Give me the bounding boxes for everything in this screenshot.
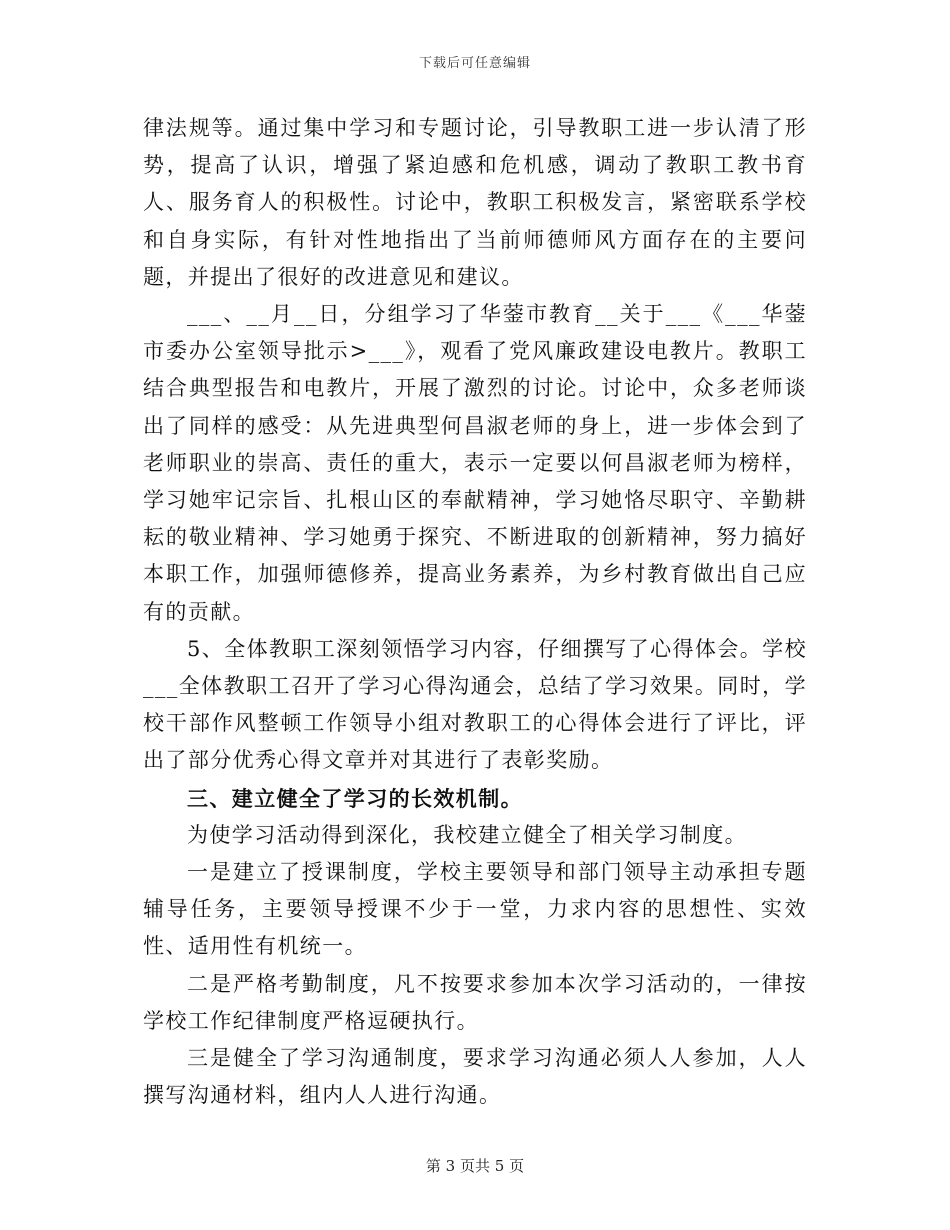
section-heading-3: 三、建立健全了学习的长效机制。 [187,785,523,811]
page-header: 下载后可任意编辑 [418,56,531,71]
page-number: 第 3 页共 5 页 [425,1157,525,1175]
paragraph-intro-system: 为使学习活动得到深化，我校建立健全了相关学习制度。 [187,822,747,847]
paragraph-item-5: 5、全体教职工深刻领悟学习内容，仔细撰写了心得体会。学校___全体教职工召开了学习心得沟通会，总结了学习效果。同时，学校干部作风整顿工作领导小组对教职工的心得体会进行了评比，评出了部分优秀心得文章并对其进行了表彰奖励。 [143,636,807,773]
paragraph-study-session: ___、__月__日，分组学习了华蓥市教育__关于___《___华蓥市委办公室领导批示>___》，观看了党风廉政建设电教片。教职工结合典型报告和电教片，开展了激烈的讨论。讨论中，众多老师谈出了同样的感受：从先进典型何昌淑老师的身上，进一步体会到了老师职业的崇高、责任的重大，表示一定要以何昌淑老师为榜样，学习她牢记宗旨、扎根山区的奉献精神，学习她恪尽职守、辛勤耕耘的敬业精神、学习她勇于探究、不断进取的创新精神，努力搞好本职工作，加强师德修养，提高业务素养，为乡村教育做出自己应有的贡献。 [143,302,807,624]
document-body [143,110,807,1114]
paragraph-continuation: 律法规等。通过集中学习和专题讨论，引导教职工进一步认清了形势，提高了认识，增强了紧迫感和危机感，调动了教职工教书育人、服务育人的积极性。讨论中，教职工积极发言，紧密联系学校和自身实际，有针对性地指出了当前师德师风方面存在的主要问题，并提出了很好的改进意见和建议。 [143,116,807,289]
paragraph-system-1: 一是建立了授课制度，学校主要领导和部门领导主动承担专题辅导任务，主要领导授课不少于一堂，力求内容的思想性、实效性、适用性有机统一。 [143,860,807,959]
paragraph-system-2: 二是严格考勤制度，凡不按要求参加本次学习活动的，一律按学校工作纪律制度严格逗硬执行。 [143,971,807,1033]
paragraph-system-3: 三是健全了学习沟通制度，要求学习沟通必须人人参加，人人撰写沟通材料，组内人人进行沟通。 [143,1046,807,1108]
